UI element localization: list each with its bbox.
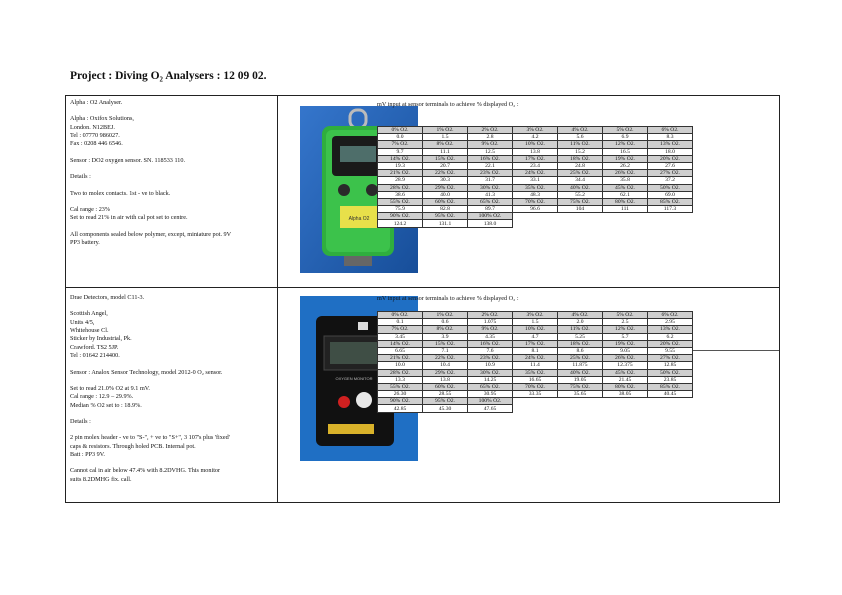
o2-percent-cell: 20% O2.	[648, 155, 693, 162]
o2-percent-cell: 19% O2.	[603, 155, 648, 162]
detail-line: Cannot cal in air below 47.4% with 8.2DVHG. This monitor	[70, 467, 221, 475]
o2-percent-cell: 70% O2.	[513, 383, 558, 390]
mv-value-cell: 8.3	[648, 134, 693, 141]
mv-value-cell: 33.1	[513, 177, 558, 184]
o2-percent-row	[378, 369, 693, 376]
mv-value-row	[378, 177, 693, 184]
mv-value-cell: 28.9	[378, 177, 423, 184]
mv-value-cell: 124.2	[378, 220, 423, 227]
mv-value-cell: 6.2	[648, 333, 693, 340]
o2-percent-cell: 3% O2.	[513, 312, 558, 319]
mv-value-row	[378, 220, 693, 227]
o2-percent-cell: 90% O2.	[378, 398, 423, 405]
detail-line	[70, 223, 270, 231]
mv-value-cell: 20.7	[423, 162, 468, 169]
o2-percent-cell: 30% O2.	[468, 184, 513, 191]
detail-line: Batt : PP3 9V.	[70, 451, 105, 459]
mv-value-cell: 37.2	[648, 177, 693, 184]
o2-percent-cell: 5% O2.	[603, 127, 648, 134]
detail-line	[70, 377, 270, 385]
o2-percent-cell: 60% O2.	[423, 383, 468, 390]
mv-value-cell: 5.25	[558, 333, 603, 340]
o2-percent-cell: 9% O2.	[468, 326, 513, 333]
mv-value-cell: 0.0	[378, 134, 423, 141]
o2-percent-row	[378, 398, 693, 405]
detail-line: Tel : 07770 986027.	[70, 132, 120, 140]
mv-value-cell: 11.875	[558, 362, 603, 369]
detail-line: Set to read 21% in air with cal pot set to centre.	[70, 214, 188, 222]
mv-value-cell: 96.6	[513, 206, 558, 213]
mv-value-cell: 9.05	[603, 347, 648, 354]
mv-value-cell: 117.3	[648, 206, 693, 213]
mv-value-cell: 16.5	[603, 148, 648, 155]
mv-value-row	[378, 376, 693, 383]
mv-value-cell: 14.25	[468, 376, 513, 383]
detail-line: PP3 battery.	[70, 238, 100, 246]
mv-value-cell: 48.3	[513, 191, 558, 198]
o2-percent-cell: 14% O2.	[378, 340, 423, 347]
mv-value-cell: 131.1	[423, 220, 468, 227]
mv-value-cell: 27.6	[648, 162, 693, 169]
mv-value-row	[378, 191, 693, 198]
drae-mv-table	[377, 311, 693, 413]
mv-value-cell: 23.85	[648, 376, 693, 383]
mv-value-cell: 2.95	[648, 319, 693, 326]
o2-percent-cell: 45% O2.	[603, 369, 648, 376]
mv-value-cell: 62.1	[603, 191, 648, 198]
o2-percent-cell: 35% O2.	[513, 369, 558, 376]
o2-percent-cell: 85% O2.	[648, 383, 693, 390]
detail-line	[70, 426, 270, 434]
o2-percent-cell: 22% O2.	[423, 170, 468, 177]
mv-value-cell: 35.65	[558, 391, 603, 398]
o2-percent-cell: 2% O2.	[468, 127, 513, 134]
mv-value-cell: 8.1	[513, 347, 558, 354]
o2-percent-cell: 30% O2.	[468, 369, 513, 376]
o2-percent-cell: 0% O2.	[378, 127, 423, 134]
o2-percent-cell: 1% O2.	[423, 127, 468, 134]
mv-value-cell: 111	[603, 206, 648, 213]
row-divider	[66, 287, 779, 288]
o2-percent-row	[378, 312, 693, 319]
detail-line: Crawford. TS2 5JP.	[70, 343, 119, 351]
detail-line: All components sealed below polymer, except, miniature pot. 9V	[70, 230, 232, 238]
o2-percent-cell: 21% O2.	[378, 170, 423, 177]
mv-value-cell: 11.1	[423, 148, 468, 155]
detail-line: Cal range : 23%	[70, 205, 111, 213]
o2-percent-cell: 6% O2.	[648, 312, 693, 319]
o2-percent-row	[378, 141, 693, 148]
o2-percent-cell: 85% O2.	[648, 198, 693, 205]
mv-value-cell: 3.9	[423, 333, 468, 340]
mv-value-cell: 23.4	[513, 162, 558, 169]
o2-percent-cell: 5% O2.	[603, 312, 648, 319]
detail-line: 2 pin molex header - ve to "S-", + ve to "S+", 3 107's plus 'fixed'	[70, 434, 230, 442]
mv-value-cell: 2.5	[603, 319, 648, 326]
detail-line	[70, 410, 270, 418]
mv-value-cell: 104	[558, 206, 603, 213]
drae-table-caption: mV input at sensor terminals to achieve % displayed O₂ :	[377, 295, 519, 302]
mv-value-cell: 12.5	[468, 148, 513, 155]
mv-value-cell: 2.0	[558, 319, 603, 326]
mv-value-cell: 55.2	[558, 191, 603, 198]
mv-value-row	[378, 391, 693, 398]
mv-value-cell: 31.7	[468, 177, 513, 184]
o2-percent-cell: 16% O2.	[468, 155, 513, 162]
o2-percent-cell: 15% O2.	[423, 340, 468, 347]
detail-line: Details :	[70, 173, 91, 181]
o2-percent-cell: 15% O2.	[423, 155, 468, 162]
o2-percent-cell: 65% O2.	[468, 198, 513, 205]
o2-percent-cell: 20% O2.	[648, 340, 693, 347]
mv-value-cell: 10.0	[378, 362, 423, 369]
mv-value-cell: 4.2	[513, 134, 558, 141]
o2-percent-cell: 25% O2.	[558, 170, 603, 177]
o2-percent-cell: 23% O2.	[468, 355, 513, 362]
mv-value-cell: 18.0	[648, 148, 693, 155]
o2-percent-cell: 65% O2.	[468, 383, 513, 390]
detail-line: Alpha : O2 Analyser.	[70, 99, 123, 106]
mv-value-cell: 7.1	[423, 347, 468, 354]
o2-percent-cell: 70% O2.	[513, 198, 558, 205]
mv-value-cell: 19.05	[558, 376, 603, 383]
o2-percent-cell: 10% O2.	[513, 326, 558, 333]
o2-percent-row	[378, 198, 693, 205]
mv-value-row	[378, 206, 693, 213]
detail-line: Whitehouse Cl.	[70, 327, 109, 335]
o2-percent-cell: 17% O2.	[513, 340, 558, 347]
o2-percent-cell: 28% O2.	[378, 184, 423, 191]
o2-percent-cell: 35% O2.	[513, 184, 558, 191]
page-title: Project : Diving O₂ Analysers : 12 09 02.	[70, 70, 267, 82]
o2-percent-cell: 90% O2.	[378, 213, 423, 220]
mv-value-cell: 12.85	[648, 362, 693, 369]
o2-percent-cell: 22% O2.	[423, 355, 468, 362]
o2-percent-row	[378, 326, 693, 333]
mv-value-cell: 9.55	[648, 347, 693, 354]
mv-value-cell: 12.375	[603, 362, 648, 369]
mv-value-cell: 0.1	[378, 319, 423, 326]
o2-percent-cell: 0% O2.	[378, 312, 423, 319]
detail-line: suits 8.2DMHG fix. call.	[70, 475, 132, 483]
o2-percent-cell: 9% O2.	[468, 141, 513, 148]
mv-value-cell: 8.6	[558, 347, 603, 354]
o2-percent-row	[378, 383, 693, 390]
mv-value-cell: 10.4	[423, 362, 468, 369]
detail-line: Two to molex contacts. 1st - ve to black.	[70, 189, 171, 197]
o2-percent-cell: 8% O2.	[423, 141, 468, 148]
o2-percent-cell: 29% O2.	[423, 369, 468, 376]
mv-value-cell: 47.65	[468, 405, 513, 412]
monitor-label: OXYGEN MONITOR	[335, 376, 373, 381]
detail-line: Fax : 0208 446 6546.	[70, 140, 123, 148]
o2-percent-row	[378, 213, 693, 220]
mv-value-cell: 1.5	[423, 134, 468, 141]
mv-value-row	[378, 405, 693, 412]
o2-percent-cell: 100% O2.	[468, 398, 513, 405]
o2-percent-cell: 10% O2.	[513, 141, 558, 148]
o2-percent-row	[378, 355, 693, 362]
o2-percent-cell: 95% O2.	[423, 213, 468, 220]
detail-line: Details :	[70, 417, 91, 425]
column-divider	[277, 96, 278, 502]
mv-value-cell: 82.8	[423, 206, 468, 213]
mv-value-cell: 0.6	[423, 319, 468, 326]
o2-percent-cell: 16% O2.	[468, 340, 513, 347]
o2-percent-cell: 75% O2.	[558, 198, 603, 205]
mv-value-cell: 1.5	[513, 319, 558, 326]
mv-value-cell: 15.2	[558, 148, 603, 155]
detail-line	[70, 149, 270, 157]
o2-percent-row	[378, 340, 693, 347]
mv-value-cell: 5.7	[603, 333, 648, 340]
o2-percent-cell: 12% O2.	[603, 326, 648, 333]
alpha-table-caption: mV input at sensor terminals to achieve % displayed O₂ :	[377, 101, 519, 108]
mv-value-cell: 16.65	[513, 376, 558, 383]
o2-percent-cell: 4% O2.	[558, 312, 603, 319]
o2-percent-cell: 25% O2.	[558, 355, 603, 362]
detail-line	[70, 165, 270, 173]
o2-percent-cell: 4% O2.	[558, 127, 603, 134]
detail-line	[70, 182, 270, 190]
mv-value-cell: 38.05	[603, 391, 648, 398]
o2-percent-cell: 7% O2.	[378, 326, 423, 333]
o2-percent-cell: 18% O2.	[558, 340, 603, 347]
o2-percent-cell: 21% O2.	[378, 355, 423, 362]
o2-percent-cell: 11% O2.	[558, 141, 603, 148]
o2-percent-cell: 23% O2.	[468, 170, 513, 177]
detail-line	[70, 198, 270, 206]
mv-value-cell: 26.2	[603, 162, 648, 169]
detail-line	[70, 107, 270, 115]
o2-percent-cell: 2% O2.	[468, 312, 513, 319]
mv-value-cell: 28.55	[423, 391, 468, 398]
o2-percent-cell: 27% O2.	[648, 170, 693, 177]
mv-value-row	[378, 162, 693, 169]
mv-value-row	[378, 333, 693, 340]
o2-percent-cell: 28% O2.	[378, 369, 423, 376]
detail-line: caps & resistors. Through holed PCB. Internal pot.	[70, 442, 196, 450]
o2-percent-cell: 14% O2.	[378, 155, 423, 162]
o2-percent-cell: 1% O2.	[423, 312, 468, 319]
o2-percent-cell: 19% O2.	[603, 340, 648, 347]
detail-line: Alpha : Oxifox Solutions,	[70, 115, 134, 123]
mv-value-cell: 40.0	[423, 191, 468, 198]
mv-value-cell: 30.3	[423, 177, 468, 184]
mv-value-cell: 11.4	[513, 362, 558, 369]
alpha-mv-table	[377, 126, 693, 228]
o2-percent-cell: 24% O2.	[513, 355, 558, 362]
mv-value-cell: 89.7	[468, 206, 513, 213]
o2-percent-cell: 40% O2.	[558, 184, 603, 191]
o2-percent-cell: 11% O2.	[558, 326, 603, 333]
o2-percent-cell: 13% O2.	[648, 141, 693, 148]
mv-value-cell: 69.0	[648, 191, 693, 198]
o2-percent-cell: 12% O2.	[603, 141, 648, 148]
o2-percent-cell: 55% O2.	[378, 198, 423, 205]
mv-value-cell: 22.1	[468, 162, 513, 169]
o2-percent-cell: 80% O2.	[603, 383, 648, 390]
mv-value-cell: 5.6	[558, 134, 603, 141]
mv-value-cell: 41.3	[468, 191, 513, 198]
o2-percent-row	[378, 155, 693, 162]
mv-value-cell: 2.8	[468, 134, 513, 141]
detail-line: Median % O2 set to : 18.9%.	[70, 401, 142, 409]
mv-value-row	[378, 134, 693, 141]
mv-value-row	[378, 148, 693, 155]
o2-percent-cell: 24% O2.	[513, 170, 558, 177]
mv-value-cell: 138.0	[468, 220, 513, 227]
mv-value-cell: 13.8	[513, 148, 558, 155]
o2-percent-cell: 75% O2.	[558, 383, 603, 390]
o2-percent-cell: 55% O2.	[378, 383, 423, 390]
mv-value-cell: 1.075	[468, 319, 513, 326]
o2-percent-row	[378, 184, 693, 191]
mv-value-cell: 4.35	[468, 333, 513, 340]
detail-line	[70, 361, 270, 369]
o2-percent-cell: 40% O2.	[558, 369, 603, 376]
o2-percent-cell: 26% O2.	[603, 355, 648, 362]
o2-percent-cell: 45% O2.	[603, 184, 648, 191]
detail-line: London. N12BEJ.	[70, 123, 115, 131]
detail-line: Sensor : DO2 oxygen sensor. SN. 118533 110.	[70, 156, 186, 164]
detail-line: Units 4/5,	[70, 318, 95, 326]
mv-value-cell: 75.9	[378, 206, 423, 213]
mv-value-cell: 26.30	[378, 391, 423, 398]
detail-line	[70, 459, 270, 467]
mv-value-row	[378, 319, 693, 326]
o2-percent-cell: 50% O2.	[648, 369, 693, 376]
mv-value-row	[378, 347, 693, 354]
o2-percent-cell: 80% O2.	[603, 198, 648, 205]
o2-percent-cell: 27% O2.	[648, 355, 693, 362]
detail-line: Sticker by Industrial, Pk.	[70, 335, 132, 343]
mv-value-cell: 34.4	[558, 177, 603, 184]
mv-value-cell: 19.3	[378, 162, 423, 169]
o2-percent-cell: 17% O2.	[513, 155, 558, 162]
detail-line: Cal range : 12.9 – 29.9%.	[70, 393, 134, 401]
drae-details-text	[70, 294, 270, 484]
o2-percent-row	[378, 170, 693, 177]
device-label: Alpha O2	[348, 216, 370, 222]
mv-value-cell: 35.8	[603, 177, 648, 184]
o2-percent-cell: 60% O2.	[423, 198, 468, 205]
mv-value-cell: 33.35	[513, 391, 558, 398]
o2-percent-cell: 100% O2.	[468, 213, 513, 220]
mv-value-cell: 42.85	[378, 405, 423, 412]
mv-value-cell: 38.6	[378, 191, 423, 198]
o2-percent-row	[378, 127, 693, 134]
alpha-details-text	[70, 99, 270, 247]
mv-value-cell: 24.8	[558, 162, 603, 169]
mv-value-cell: 40.45	[648, 391, 693, 398]
o2-percent-cell: 29% O2.	[423, 184, 468, 191]
mv-value-cell: 21.45	[603, 376, 648, 383]
detail-line: Tel : 01642 214400.	[70, 352, 120, 360]
o2-percent-cell: 3% O2.	[513, 127, 558, 134]
mv-value-cell: 6.65	[378, 347, 423, 354]
detail-line: Set to read 21.0% O2 at 9.1 mV.	[70, 384, 150, 392]
mv-value-cell: 3.45	[378, 333, 423, 340]
o2-percent-cell: 8% O2.	[423, 326, 468, 333]
o2-percent-cell: 7% O2.	[378, 141, 423, 148]
mv-value-cell: 6.9	[603, 134, 648, 141]
detail-line	[70, 302, 270, 310]
detail-line: Sensor : Analox Sensor Technology, model 2012-0 O₂ sensor.	[70, 368, 223, 376]
o2-percent-cell: 50% O2.	[648, 184, 693, 191]
mv-value-cell: 10.9	[468, 362, 513, 369]
o2-percent-cell: 6% O2.	[648, 127, 693, 134]
mv-value-row	[378, 362, 693, 369]
o2-percent-cell: 95% O2.	[423, 398, 468, 405]
mv-value-cell: 13.8	[423, 376, 468, 383]
mv-value-cell: 4.7	[513, 333, 558, 340]
mv-value-cell: 13.3	[378, 376, 423, 383]
mv-value-cell: 7.6	[468, 347, 513, 354]
detail-line: Drae Detectors, model C11-3.	[70, 294, 145, 301]
detail-line: Scottish Angel,	[70, 310, 108, 318]
mv-value-cell: 9.7	[378, 148, 423, 155]
o2-percent-cell: 13% O2.	[648, 326, 693, 333]
mv-value-cell: 30.95	[468, 391, 513, 398]
o2-percent-cell: 26% O2.	[603, 170, 648, 177]
mv-value-cell: 45.30	[423, 405, 468, 412]
o2-percent-cell: 18% O2.	[558, 155, 603, 162]
